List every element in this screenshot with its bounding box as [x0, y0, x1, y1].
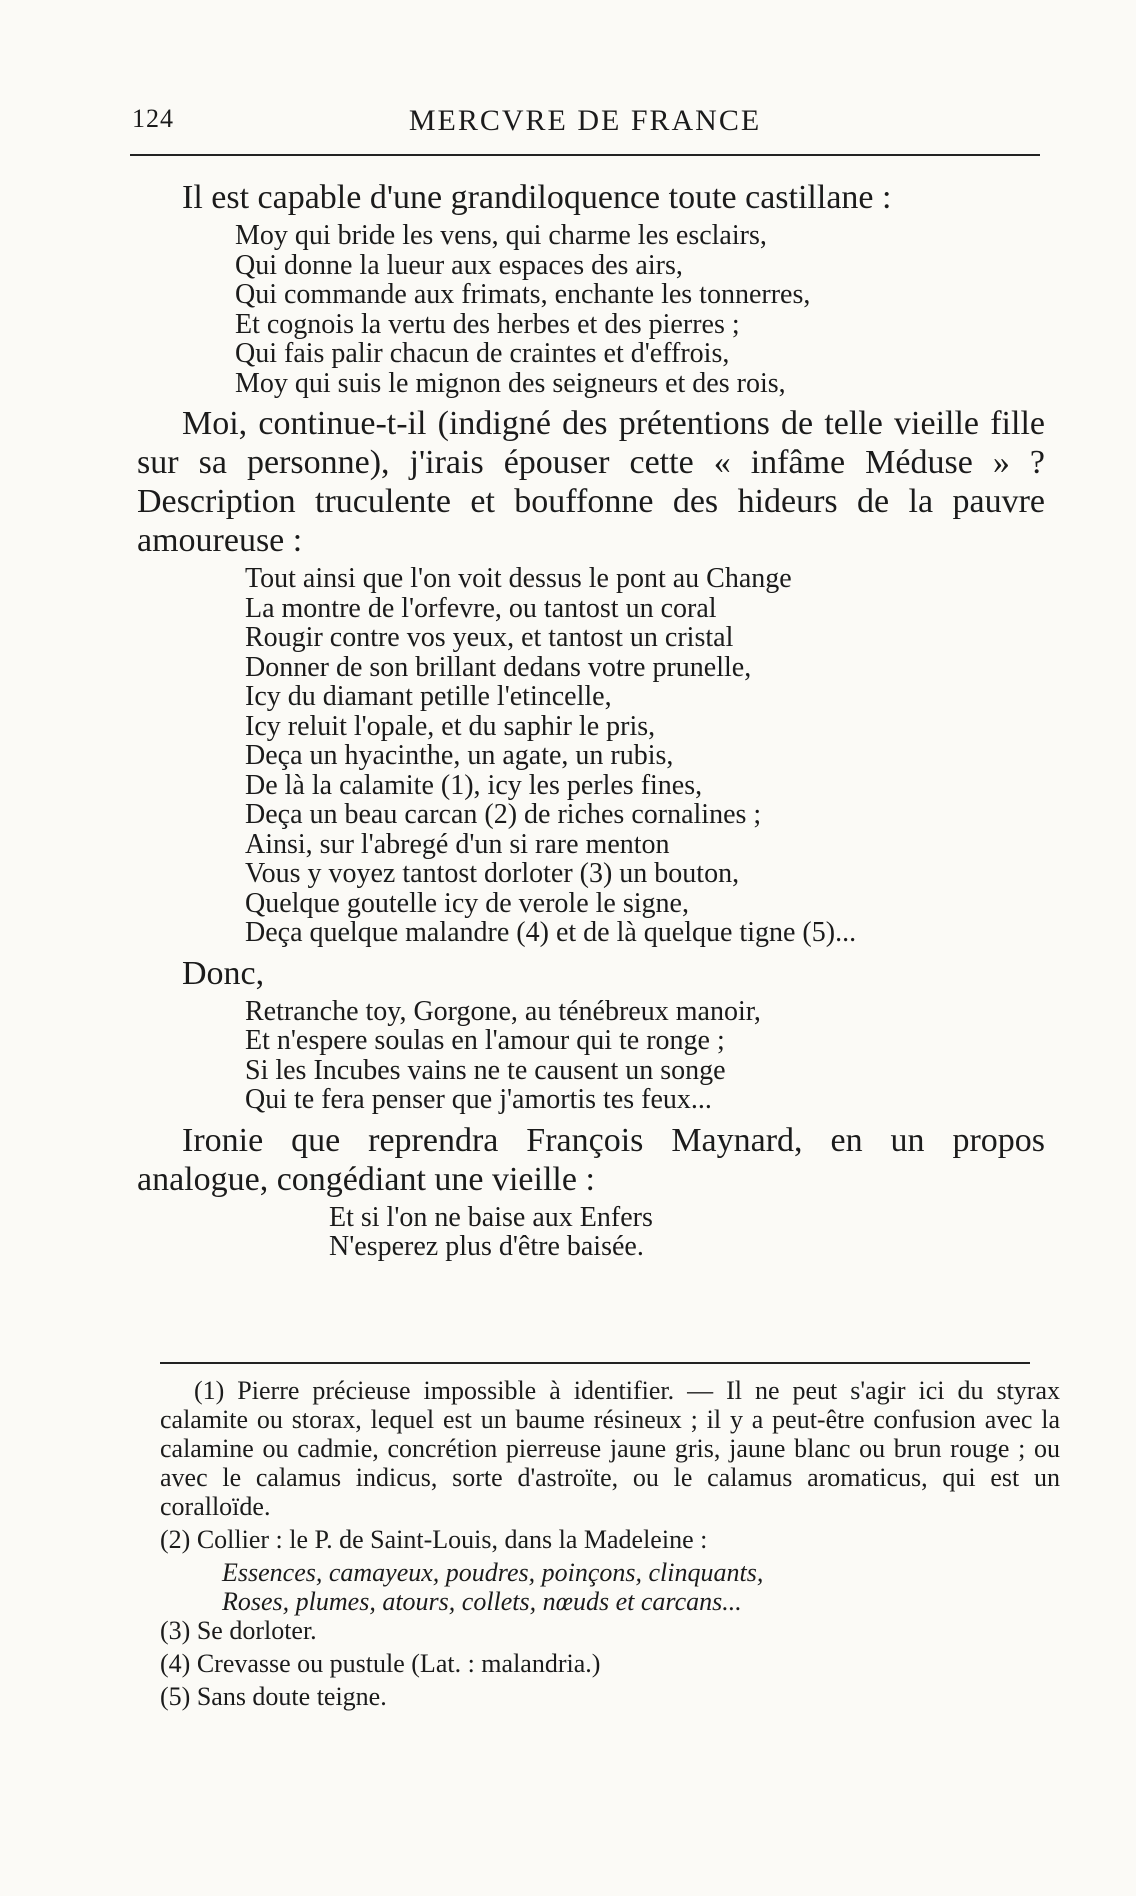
verse-line: Deça quelque malandre (4) et de là quelque tigne (5)...: [245, 917, 857, 948]
footnote-rule: [160, 1362, 1030, 1364]
footnote-2-quote-line: Essences, camayeux, poudres, poinçons, clinquants,: [222, 1558, 764, 1587]
verse-block-3: [137, 997, 1045, 1115]
verse-block-4: [137, 1203, 1045, 1262]
page-number: 124: [132, 104, 174, 133]
verse-line: Vous y voyez tantost dorloter (3) un bouton,: [245, 858, 740, 889]
verse-line: N'esperez plus d'être baisée.: [329, 1231, 644, 1262]
verse-line: Et si l'on ne baise aux Enfers: [329, 1201, 653, 1233]
verse-line: Et cognois la vertu des herbes et des pierres ;: [235, 308, 740, 340]
paragraph-2: Moi, continue-t-il (indigné des prétentions de telle vieille fille sur sa personne), j'irais épouser cette « infâme Méduse » ? Description truculente et bouffonne des hideurs de la pauvre amoureuse :: [137, 405, 1045, 559]
verse-line: Si les Incubes vains ne te causent un songe: [245, 1054, 726, 1086]
paragraph-4: Ironie que reprendra François Maynard, en un propos analogue, congédiant une vieille :: [137, 1121, 1045, 1198]
verse-line: Qui commande aux frimats, enchante les tonnerres,: [235, 279, 811, 310]
verse-block-1: [137, 221, 1045, 398]
header-rule: [130, 154, 1040, 156]
paragraph-1: Il est capable d'une grandiloquence toute castillane :: [182, 179, 892, 216]
footnote-2-quote-line: Roses, plumes, atours, collets, nœuds et carcans...: [222, 1587, 742, 1616]
footnotes: [160, 1376, 1060, 1715]
verse-line: Qui fais palir chacun de craintes et d'effrois,: [235, 338, 730, 369]
footnote-4: (4) Crevasse ou pustule (Lat. : malandria.): [160, 1649, 601, 1678]
verse-line: La montre de l'orfevre, ou tantost un coral: [245, 592, 717, 624]
verse-line: De là la calamite (1), icy les perles fines,: [245, 769, 703, 801]
page-header: [130, 104, 1040, 150]
verse-line: Deça un beau carcan (2) de riches cornalines ;: [245, 799, 762, 830]
verse-line: Quelque goutelle icy de verole le signe,: [245, 887, 689, 919]
running-title: MERCVRE DE FRANCE: [408, 104, 762, 137]
verse-line: Moy qui bride les vens, qui charme les esclairs,: [235, 220, 767, 251]
footnote-5: (5) Sans doute teigne.: [160, 1682, 387, 1711]
verse-line: Tout ainsi que l'on voit dessus le pont au Change: [245, 563, 792, 594]
footnote-3: (3) Se dorloter.: [160, 1616, 317, 1645]
verse-line: Retranche toy, Gorgone, au ténébreux manoir,: [245, 995, 761, 1027]
main-text: [137, 178, 1045, 1268]
verse-line: Icy reluit l'opale, et du saphir le pris,: [245, 710, 656, 742]
verse-block-2: [137, 564, 1045, 948]
verse-line: Ainsi, sur l'abregé d'un si rare menton: [245, 828, 670, 860]
verse-line: Qui donne la lueur aux espaces des airs,: [235, 249, 683, 281]
verse-line: Rougir contre vos yeux, et tantost un cristal: [245, 622, 734, 653]
verse-line: Qui te fera penser que j'amortis tes feux...: [245, 1084, 712, 1115]
verse-line: Icy du diamant petille l'etincelle,: [245, 681, 612, 712]
verse-line: Et n'espere soulas en l'amour qui te ronge ;: [245, 1025, 725, 1056]
verse-line: Deça un hyacinthe, un agate, un rubis,: [245, 740, 674, 771]
footnote-1: (1) Pierre précieuse impossible à identifier. — Il ne peut s'agir ici du styrax calamite ou storax, lequel est un baume résineux ; il y a peut-être confusion avec la calamine ou cadmie, concrétion pierreuse jaune gris, jaune blanc ou brun rouge ; ou avec le calamus indicus, sorte d'astroïte, ou le calamus aromaticus, qui est un coralloïde.: [160, 1376, 1060, 1521]
verse-line: Donner de son brillant dedans votre prunelle,: [245, 651, 752, 683]
verse-line: Moy qui suis le mignon des seigneurs et des rois,: [235, 367, 786, 399]
paragraph-3: Donc,: [182, 954, 265, 992]
footnote-2: (2) Collier : le P. de Saint-Louis, dans la Madeleine :: [160, 1525, 708, 1554]
